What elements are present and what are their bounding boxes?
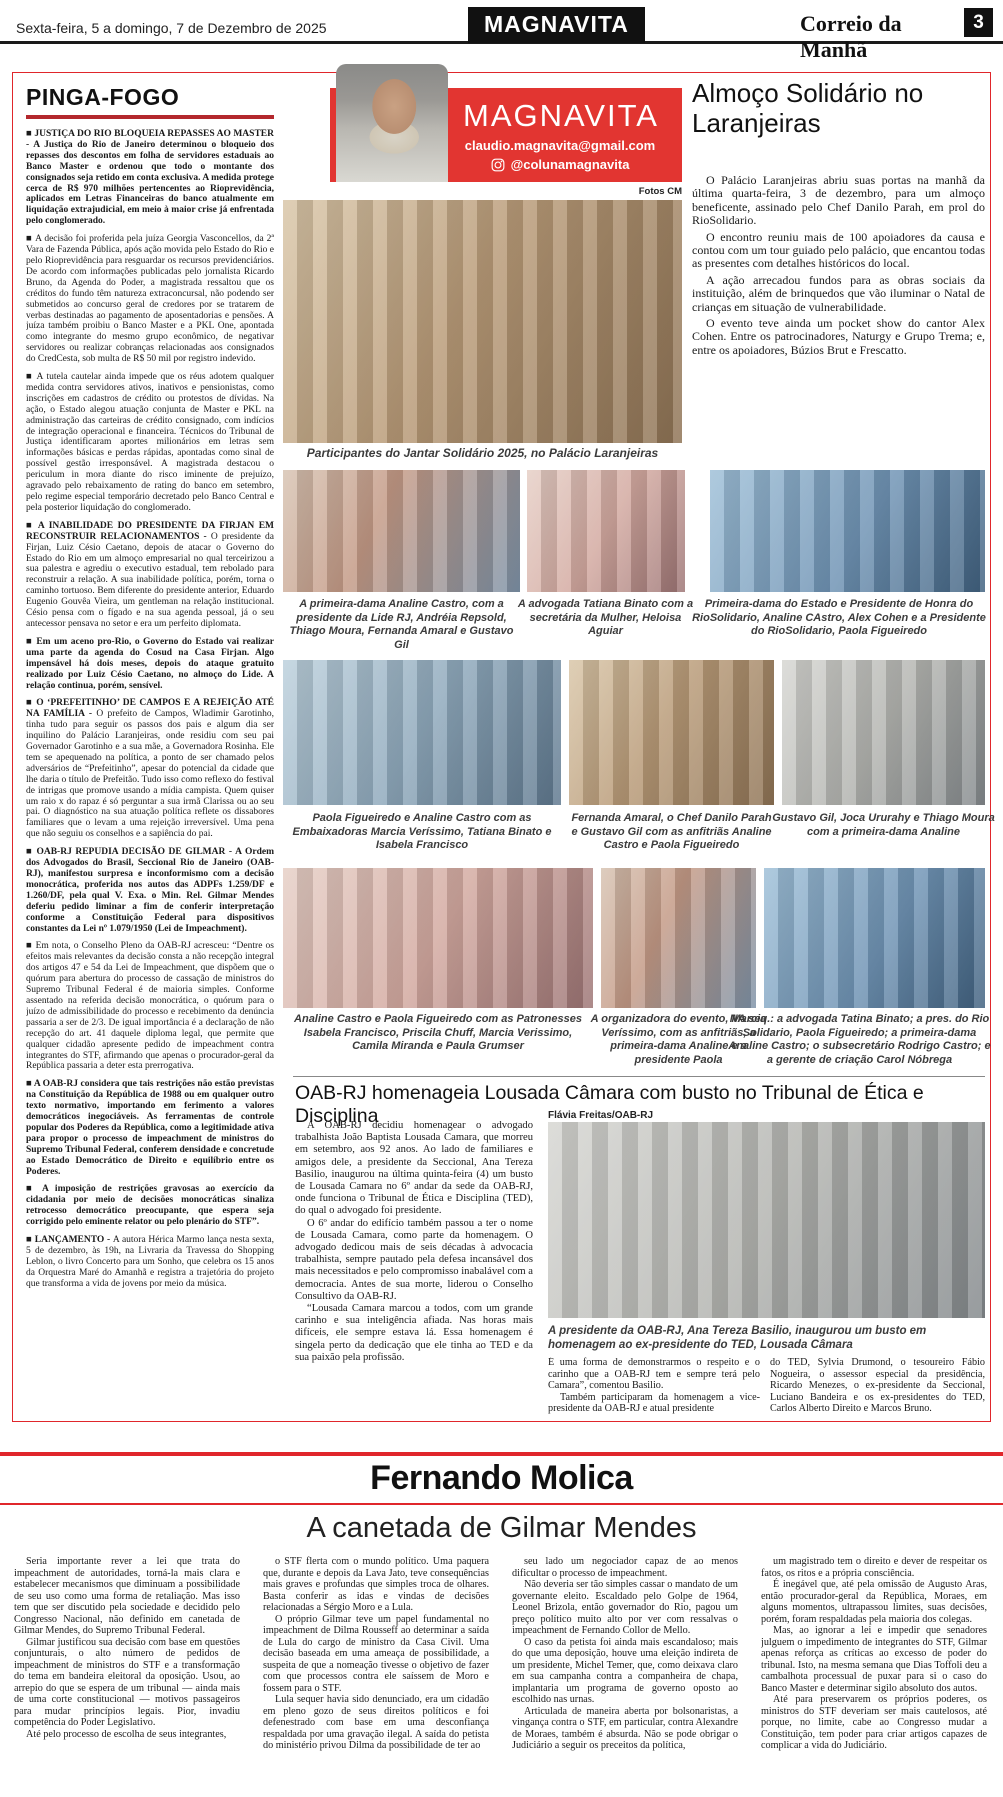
pinga-fogo-item: ■ O ‘PREFEITINHO’ DE CAMPOS E A REJEIÇÃO ATÉ NA FAMÍLIA - O prefeito de Campos, Wladimir Garotinho, tinha tudo para seguir os passos dos pais e algum dia ser inquilino do Palácio Laranjeiras, onde residiu com seu pai Governador Garotinho e a sua mãe, a Governadora Rosinha. Ele tem se apequenado na política, a ponto de ser chamado pelos adversários de “Prefeitinho”, apesar do potencial da cidade que lhe daria o título de Prefeitão. Tudo isso como reflexo do festival de intrigas que promove usando a mídia campista. Quem quiser um raio x do rapaz é só perguntar a sua irmã Clarissa ou ao seu pai. O diagnóstico na sua atuação política reflete os dissabores familiares que o levam a uma rejeição irreversível. Uma pena que não seguiu os conselhos e a sapiência do pai. — [26, 698, 274, 840]
oab-headline: OAB-RJ homenageia Lousada Câmara com busto no Tribunal de Ética e Disciplina — [295, 1082, 924, 1127]
oab-paragraph: É uma forma de demonstrarmos o respeito e o carinho que a OAB-RJ tem e sempre terá pelo Camara”, comentou Basilio. — [548, 1357, 760, 1392]
pinga-fogo-item: ■ A OAB-RJ considera que tais restrições não estão previstas na Constituição da República de 1988 ou em qualquer outro texto normativo, importando em ferimento a valores democráticos inegociáveis. As ferramentas de controle popular dos Poderes da República, como a legitimidade ativa para propor o processo de impeachment de ministros do Supremo Tribunal Federal, conferem densidade e concretude ao Estado Democrático de Direito e equilíbrio entre os Poderes. — [26, 1079, 274, 1177]
pinga-fogo-column — [26, 84, 274, 1416]
molica-col1 — [14, 1556, 240, 1794]
pinga-fogo-underline — [26, 115, 274, 119]
oab-paragraph: “Lousada Camara marcou a todos, com um grande carinho e sua inteligência afiada. Nas horas mais difíceis, ele sempre estava lá. Essa homenagem é singela perto da dedicação que ele tinha ao TED e da sua paixão pela profissão. — [295, 1303, 533, 1363]
grid-photo-5 — [569, 660, 774, 805]
oab-article-col1 — [295, 1120, 533, 1420]
pinga-fogo-item: ■ A imposição de restrições gravosas ao exercício da cidadania por meio de decisões monocráticas sinaliza retrocesso democrático preocupante, que espera seja corrigido pelo eminente relator ou pelo plenário do STF”. — [26, 1184, 274, 1228]
oab-article-col3 — [770, 1357, 985, 1421]
grid-caption-3: Primeira-dama do Estado e Presidente de Honra do RioSolidario, Analine CAstro, Alex Cohen e a Presidente do RioSolidario, Paola Figueiredo — [692, 598, 986, 637]
oab-bust-photo — [548, 1122, 985, 1318]
grid-caption-4: Paola Figueiredo e Analine Castro com as Embaixadoras Marcia Veríssimo, Tatiana Binato e Isabela Francisco — [292, 812, 552, 851]
oab-paragraph: do TED, Sylvia Drumond, o tesoureiro Fábio Nogueira, o assessor especial da presidência, Ricardo Menezes, o ex-presidente da Seccional, Luciano Bandeira e os ex-presidentes do TED, Carlos Alberto Direito e Marcos Bruno. — [770, 1357, 985, 1415]
pinga-fogo-item: ■ A tutela cautelar ainda impede que os réus adotem qualquer medida contra servidores ativos, inativos e pensionistas, como inscrições em cadastros de crédito ou protestos de dívidas. Na ação, o Estado alegou atuação conjunta de Master e PKL na administração das carteiras de crédito consignado, com indícios de integração operacional e financeira. Técnicos do Tribunal de Justiça identificaram aportes milionários em letras sem informações básicas e perdas rápidas, apontadas como sinal de possível gestão irresponsável. A magistrada destacou o periculum in mora diante do risco iminente de prejuízo, agravado pelo rebaixamento de rating do banco em setembro, pelo regime especial temporário decretado pelo Banco Central e pela posterior liquidação do conglomerado. — [26, 372, 274, 513]
grid-photo-6 — [782, 660, 985, 805]
instagram-icon — [491, 158, 505, 172]
grid-caption-2: A advogada Tatiana Binato com a secretária da Mulher, Heloisa Aguiar — [517, 598, 694, 637]
grid-caption-8: A organizadora do evento, Marcia Veríssimo, com as anfitriãs, a primeira-dama Analine e a presidente Paola — [590, 1013, 767, 1066]
molica-top-rule — [0, 1452, 1003, 1456]
molica-headline: A canetada de Gilmar Mendes — [306, 1512, 697, 1544]
grid-photo-4 — [283, 660, 561, 805]
main-event-photo — [283, 200, 682, 443]
grid-caption-5: Fernanda Amaral, o Chef Danilo Parah e Gustavo Gil com as anfitriãs Analine Castro e Paola Figueiredo — [571, 812, 772, 851]
almoco-paragraph: O encontro reuniu mais de 100 apoiadores da causa e contou com um tour guiado pelo palácio, que encantou todas as presentes com detalhes históricos do local. — [692, 229, 985, 271]
grid-photo-9 — [764, 868, 985, 1008]
molica-paragraph: Lula sequer havia sido denunciado, era um cidadão em pleno gozo de seus direitos políticos e foi defenestrado com base em uma desconfiança respaldada por uma gravação ilegal. A saída do petista do ministério privou Dilma da possibilidade de ter ao — [263, 1694, 489, 1751]
grid-caption-7: Analine Castro e Paola Figueiredo com as Patronesses Isabela Francisco, Priscila Chuff, Marcia Verissimo, Camila Miranda e Paula Grumser — [294, 1013, 582, 1052]
almoco-title: Almoço Solidário no Laranjeiras — [692, 78, 924, 138]
molica-col2 — [263, 1556, 489, 1794]
columnist-email[interactable]: claudio.magnavita@gmail.com — [464, 138, 656, 153]
almoco-article — [692, 174, 985, 458]
oab-paragraph: O 6º andar do edifício também passou a ter o nome de Lousada Camara, como parte da homenagem. O advogado dedicou mais de seis décadas à advocacia trabalhista, sempre pautado pela defesa incansável dos mais necessitados e pelo compromisso inabalável com a democracia. Antes de sua morte, liderou o Conselho Consultivo da OAB-RJ. — [295, 1217, 533, 1302]
banner-title: MAGNAVITA — [463, 98, 659, 133]
molica-paragraph: É inegável que, até pela omissão de Augusto Aras, então procurador-geral da República, Moraes, em alguns momentos, ultrapassou limites, suas decisões, porém, foram respaldadas pela maioria dos colegas. — [761, 1579, 987, 1625]
oab-article-col2 — [548, 1357, 760, 1421]
grid-photo-1 — [283, 470, 520, 592]
page-number: 3 — [964, 8, 993, 37]
newspaper-name: Correio da Manhã — [800, 11, 902, 62]
molica-paragraph: o STF flerta com o mundo político. Uma paquera que, durante e depois da Lava Jato, teve consequências mais graves e profundas que simples troca de olhares. Basta conferir as idas e vindas de decisões relacionadas a Sérgio Moro e a Lula. — [263, 1556, 489, 1613]
molica-col4 — [761, 1556, 987, 1794]
molica-paragraph: seu lado um negociador capaz de ao menos dificultar o processo de impeachment. — [512, 1556, 738, 1579]
instagram-handle[interactable]: @colunamagnavita — [510, 157, 630, 172]
pinga-fogo-item: ■ A INABILIDADE DO PRESIDENTE DA FIRJAN EM RECONSTRUIR RELACIONAMENTOS - O presidente da Firjan, Luiz Césio Caetano, depois de atacar o Governo do Estado do Rio em um almoço empresarial no qual terceirizou a sua palestra e agrediu o executivo estadual, tem rebolado para reconstruir a relação. A sua inabilidade política, porém, torna o caminho tortuoso. Bem diferente do presidente anterior, Eduardo Eugenio Gouvêa Vieira, um gentleman na relação institucional. Césio pensa com o fígado e na sua agenda pessoal, já o seu antecessor pensava no setor e era um perfeito diplomata. — [26, 520, 274, 629]
almoco-paragraph: A ação arrecadou fundos para as obras sociais da instituição, além de brinquedos que vão iluminar o Natal de crianças em situação de vulnerabilidade. — [692, 272, 985, 314]
molica-mid-rule — [0, 1503, 1003, 1505]
grid-photo-7 — [283, 868, 593, 1008]
grid-caption-6: Gustavo Gil, Joca Ururahy e Thiago Moura com a primeira-dama Analine — [772, 812, 995, 838]
molica-paragraph: Articulada de maneira aberta por bolsonaristas, a vingança contra o STF, em particular, contra Alexandre de Moraes, também é absurda. Não se pode obrigar o Judiciário a seguir os preceitos da política, — [512, 1705, 738, 1751]
pinga-fogo-item: ■ Em nota, o Conselho Pleno da OAB-RJ acresceu: “Dentre os efeitos mais relevantes da decisão consta a não recepção integral dos artigos 47 e 54 da Lei de Impeachment, que dispõem que o quórum para abertura do processo de cassação de ministros do Supremo Tribunal Federal é de maioria simples. Conforme assentado na referida decisão monocrática, o quórum para o juízo de admissibilidade do processo e recebimento da denúncia passaria a ser de 2/3. De igual importância é a declaração de não recepção do art. 41 daquele diploma legal, que permite que qualquer cidadão apresente pedido de impeachment contra integrantes do STF, afirmando que apenas o procurador-geral da República passaria a deter esta prerrogativa. — [26, 941, 274, 1072]
column-badge: MAGNAVITA — [468, 7, 645, 43]
grid-photo-3 — [710, 470, 985, 592]
oab-section-divider — [293, 1076, 985, 1077]
pinga-fogo-item: ■ A decisão foi proferida pela juíza Georgia Vasconcellos, da 2ª Vara de Fazenda Pública, após ação movida pelo Estado do Rio e pelo Rioprevidência para resguardar os recursos previdenciários. De acordo com informações publicadas pelo jornalista Ricardo Bruno, da Agenda do Poder, a magistrada ressaltou que os créditos do fundo têm natureza extraconcursal, não podendo ser submetidos ao concurso geral de credores por se tratarem de verbas destinadas ao pagamento de aposentadorias e pensões. A juíza também proibiu o Banco Master e a PKL One, apontada como integrante do mesmo grupo econômico, de negativar servidores ou realizar cobranças relacionadas aos consignados do CredCesta, sob multa de R$ 50 mil por registro indevido. — [26, 234, 274, 365]
main-photo-caption: Participantes do Jantar Solidário 2025, no Palácio Laranjeiras — [306, 446, 659, 460]
almoco-paragraph: O evento teve ainda um pocket show do cantor Alex Cohen. Entre os patrocinadores, Naturgy e Grupo Trema; e, entre os apoiadores, Búzios Brut e Frescatto. — [692, 316, 985, 357]
pinga-fogo-item: ■ Em um aceno pro-Rio, o Governo do Estado vai realizar uma parte da agenda do Cosud na Casa Firjan. Algo impensável há dois meses, depois do ataque gratuito realizado por Luiz Césio Caetano, no almoço do Lide. A relação continua, porém, sensível. — [26, 636, 274, 691]
molica-paragraph: Até pelo processo de escolha de seus integrantes, — [26, 1728, 227, 1740]
grid-photo-2 — [527, 470, 685, 592]
grid-photo-8 — [601, 868, 756, 1008]
almoco-paragraph: O Palácio Laranjeiras abriu suas portas na manhã da última quarta-feira, 3 de dezembro, para um almoço beneficente, assinado pelo Chef Danilo Parah, em prol do RioSolidario. — [692, 174, 985, 228]
molica-col3 — [512, 1556, 738, 1794]
pinga-fogo-title: PINGA-FOGO — [26, 84, 180, 110]
molica-paragraph: um magistrado tem o direito e dever de respeitar os fatos, os ritos e a própria consciência. — [761, 1556, 987, 1579]
molica-paragraph: Seria importante rever a lei que trata do impeachment de autoridades, torná-la mais clara e estabelecer mecanismos que diminuam a possibilidade de seu uso como uma forma de retaliação. Mas isso tem que ser discutido pela sociedade e decidido pelo Congresso Nacional, não definido em canetada de Gilmar Mendes, do Supremo Tribunal Federal. — [14, 1556, 240, 1636]
pinga-fogo-item: ■ JUSTIÇA DO RIO BLOQUEIA REPASSES AO MASTER - A Justiça do Rio de Janeiro determinou o bloqueio dos repasses dos descontos em folha de servidores estaduais ao Banco Master e ordenou que todo o montante dos consignados seja retido em conta exclusiva. A medida protege cerca de R$ 970 milhões pertencentes ao Rioprevidência, aplicados em Letras Financeiras do banco atualmente em liquidação extrajudicial, em meio à maior crise já enfrentada pelo conglomerado. — [26, 129, 274, 227]
molica-author: Fernando Molica — [370, 1459, 633, 1497]
pinga-fogo-item: ■ OAB-RJ REPUDIA DECISÃO DE GILMAR - A Ordem dos Advogados do Brasil, Seccional Rio de Janeiro (OAB-RJ), manifestou surpresa e inconformismo com a decisão monocrática, proferida nos autos das ADPFs 1.259/DF e 1.260/DF, pela qual V. Exa. o Min. Rel. Gilmar Mendes deferiu pedido liminar a fim de conferir interpretação conforme a Constituição Federal para dispositivos constantes da Lei nº 1.079/1950 (Lei de Impeachment). — [26, 847, 274, 934]
molica-paragraph: Gilmar justificou sua decisão com base em questões conjunturais, o alto número de pedidos de impeachment de ministros do STF e a transformação do tema em bandeira eleitoral da oposição. Usou, ao arrepio do que se espera de um tribunal — ainda mais de uma corte constitucional — motivos passageiros para mudar princípios legais. Pior, invadiu competência do Poder Legislativo. — [14, 1636, 240, 1728]
pinga-fogo-item: ■ LANÇAMENTO - A autora Hérica Marmo lança nesta sexta, 5 de dezembro, às 19h, na Livraria da Travessa do Shopping Leblon, o livro Concerto para um Sonho, que celebra os 15 anos da Orquestra Maré do Amanhã e registra a trajetória do projeto que transforma a vida de jovens por meio da música. — [26, 1235, 274, 1289]
columnist-portrait-photo — [336, 64, 448, 182]
oab-paragraph: A OAB-RJ decidiu homenagear o advogado trabalhista João Baptista Lousada Camara, que morreu em setembro, aos 92 anos. Ao lado de familiares e amigos dele, a presidente da Seccional, Ana Tereza Basilio, inaugurou na última quinta-feira (4) um busto de Lousada Camara no 6º andar da sede da OAB-RJ, onde funciona o Tribunal de Ética e Disciplina (TED), do qual o advogado foi presidente. — [295, 1120, 533, 1217]
oab-photo-caption: A presidente da OAB-RJ, Ana Tereza Basilio, inaugurou um busto em homenagem ao ex-presidente do TED, Lousada Câmara — [548, 1325, 927, 1351]
oab-photo-credit: Flávia Freitas/OAB-RJ — [548, 1110, 654, 1121]
molica-paragraph: Mas, ao ignorar a lei e impedir que senadores julguem o impedimento de integrantes do STF, Gilmar apenas reforça as críticas ao excesso de poder do tribunal. Isto, na mesma semana que Dias Toffoli deu a cambalhota processual de puxar para si o caso do Banco Master e determinar sigilo absoluto dos autos. — [761, 1625, 987, 1694]
molica-paragraph: O próprio Gilmar teve um papel fundamental no impeachment de Dilma Rousseff ao determinar a saída de Lula do cargo de ministro da Casa Civil. Uma decisão baseada em uma ameaça de possibilidade, a suspeita de que a nomeação tivesse o objetivo de fazer com que processos contra ele saíssem de Moro e fossem para o STF. — [263, 1613, 489, 1694]
oab-paragraph: Também participaram da homenagem a vice-presidente da OAB-RJ e atual presidente — [548, 1391, 760, 1415]
molica-paragraph: O caso da petista foi ainda mais escandaloso; mais do que uma deposição, houve uma eleição indireta de um presidente, Michel Temer, que, como deixava claro em sua campanha contra a companheira de chapa, implantaria um programa de governo oposto ao escolhido nas urnas. — [512, 1636, 738, 1705]
grid-caption-9: NA seq.: a advogada Tatina Binato; a pres. do Rio Solidario, Paola Figueiredo; a primeira-dama Analine Castro; o subsecretário Rodrigo Castro; e a gerente de criação Carol Nóbrega — [728, 1013, 991, 1066]
edition-date: Sexta-feira, 5 a domingo, 7 de Dezembro de 2025 — [16, 20, 327, 36]
photos-credit: Fotos CM — [638, 186, 682, 197]
molica-paragraph: Não deveria ser tão simples cassar o mandato de um governante eleito. Escaldado pelo Golpe de 1964, Leonel Brizola, então governador do Rio, pagou um preço político muito alto por ver com ressalvas o impeachment de Fernando Collor de Mello. — [512, 1579, 738, 1636]
molica-paragraph: Até para preservarem os próprios poderes, os ministros do STF deveriam ser mais cautelosos, até porque, no limite, cabe ao Congresso mudar a Constituição, tem poder para criar artigos capazes de complicar a vida do Judiciário. — [761, 1694, 987, 1751]
grid-caption-1: A primeira-dama Analine Castro, com a presidente da Lide RJ, Andréia Repsold, Thiago Moura, Fernanda Amaral e Gustavo Gil — [289, 598, 514, 651]
